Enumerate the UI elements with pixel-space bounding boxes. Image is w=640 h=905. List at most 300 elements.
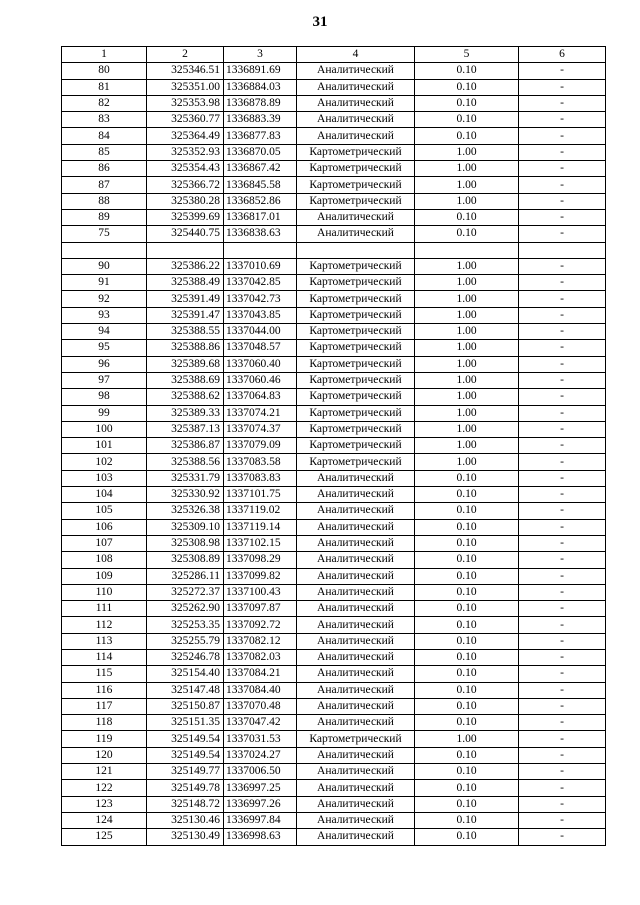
note-cell: -	[519, 747, 606, 763]
table-row	[62, 666, 606, 682]
table-row	[62, 405, 606, 421]
point-number-cell: 102	[62, 454, 147, 470]
table-row	[62, 519, 606, 535]
column-header: 6	[519, 47, 606, 63]
y-coordinate-cell: 1337006.50	[224, 764, 297, 780]
note-cell: -	[519, 568, 606, 584]
method-cell: Аналитический	[297, 95, 415, 111]
x-coordinate-cell: 325154.40	[147, 666, 224, 682]
y-coordinate-cell: 1336998.63	[224, 829, 297, 845]
y-coordinate-cell: 1336884.03	[224, 79, 297, 95]
method-cell: Картометрический	[297, 324, 415, 340]
method-cell: Картометрический	[297, 389, 415, 405]
accuracy-cell: 1.00	[415, 258, 519, 274]
method-cell: Аналитический	[297, 79, 415, 95]
accuracy-cell: 0.10	[415, 682, 519, 698]
x-coordinate-cell: 325388.62	[147, 389, 224, 405]
table-row	[62, 617, 606, 633]
x-coordinate-cell: 325286.11	[147, 568, 224, 584]
table-row	[62, 812, 606, 828]
note-cell: -	[519, 454, 606, 470]
note-cell: -	[519, 291, 606, 307]
table-row	[62, 487, 606, 503]
table-row	[62, 324, 606, 340]
x-coordinate-cell: 325380.28	[147, 193, 224, 209]
x-coordinate-cell: 325246.78	[147, 649, 224, 665]
accuracy-cell: 0.10	[415, 535, 519, 551]
method-cell: Картометрический	[297, 372, 415, 388]
y-coordinate-cell: 1337042.85	[224, 275, 297, 291]
accuracy-cell: 0.10	[415, 226, 519, 242]
accuracy-cell: 0.10	[415, 617, 519, 633]
table-row	[62, 372, 606, 388]
method-cell: Аналитический	[297, 63, 415, 79]
y-coordinate-cell: 1337097.87	[224, 601, 297, 617]
point-number-cell: 89	[62, 209, 147, 225]
point-number-cell: 95	[62, 340, 147, 356]
accuracy-cell: 0.10	[415, 63, 519, 79]
point-number-cell: 104	[62, 487, 147, 503]
table-row	[62, 421, 606, 437]
note-cell: -	[519, 552, 606, 568]
x-coordinate-cell: 325399.69	[147, 209, 224, 225]
method-cell: Аналитический	[297, 601, 415, 617]
note-cell: -	[519, 617, 606, 633]
accuracy-cell: 1.00	[415, 307, 519, 323]
point-number-cell: 97	[62, 372, 147, 388]
accuracy-cell: 1.00	[415, 454, 519, 470]
x-coordinate-cell: 325389.33	[147, 405, 224, 421]
accuracy-cell: 1.00	[415, 275, 519, 291]
y-coordinate-cell: 1337119.02	[224, 503, 297, 519]
note-cell: -	[519, 128, 606, 144]
x-coordinate-cell: 325149.77	[147, 764, 224, 780]
note-cell: -	[519, 421, 606, 437]
accuracy-cell: 1.00	[415, 291, 519, 307]
y-coordinate-cell: 1337100.43	[224, 584, 297, 600]
accuracy-cell: 0.10	[415, 601, 519, 617]
x-coordinate-cell: 325389.68	[147, 356, 224, 372]
point-number-cell: 83	[62, 112, 147, 128]
method-cell: Аналитический	[297, 128, 415, 144]
table-row	[62, 682, 606, 698]
point-number-cell: 108	[62, 552, 147, 568]
method-cell: Аналитический	[297, 764, 415, 780]
table-row	[62, 128, 606, 144]
table-row	[62, 764, 606, 780]
note-cell: -	[519, 209, 606, 225]
column-header: 4	[297, 47, 415, 63]
method-cell: Аналитический	[297, 519, 415, 535]
y-coordinate-cell: 1336997.26	[224, 796, 297, 812]
y-coordinate-cell: 1337083.83	[224, 470, 297, 486]
note-cell: -	[519, 503, 606, 519]
method-cell: Аналитический	[297, 470, 415, 486]
method-cell: Аналитический	[297, 209, 415, 225]
note-cell: -	[519, 764, 606, 780]
method-cell: Аналитический	[297, 715, 415, 731]
point-number-cell: 82	[62, 95, 147, 111]
accuracy-cell: 0.10	[415, 470, 519, 486]
point-number-cell: 87	[62, 177, 147, 193]
point-number-cell: 103	[62, 470, 147, 486]
point-number-cell: 96	[62, 356, 147, 372]
y-coordinate-cell: 1336870.05	[224, 144, 297, 160]
column-header: 1	[62, 47, 147, 63]
point-number-cell	[62, 242, 147, 258]
method-cell: Аналитический	[297, 584, 415, 600]
y-coordinate-cell: 1337060.40	[224, 356, 297, 372]
method-cell: Картометрический	[297, 356, 415, 372]
note-cell: -	[519, 470, 606, 486]
point-number-cell: 121	[62, 764, 147, 780]
table-row	[62, 193, 606, 209]
note-cell: -	[519, 780, 606, 796]
table-row	[62, 242, 606, 258]
method-cell: Картометрический	[297, 454, 415, 470]
point-number-cell: 90	[62, 258, 147, 274]
method-cell: Картометрический	[297, 438, 415, 454]
table-row	[62, 747, 606, 763]
note-cell: -	[519, 405, 606, 421]
method-cell: Аналитический	[297, 698, 415, 714]
y-coordinate-cell: 1336817.01	[224, 209, 297, 225]
method-cell: Аналитический	[297, 487, 415, 503]
table-row	[62, 340, 606, 356]
accuracy-cell: 1.00	[415, 177, 519, 193]
note-cell: -	[519, 682, 606, 698]
point-number-cell: 124	[62, 812, 147, 828]
accuracy-cell: 1.00	[415, 421, 519, 437]
y-coordinate-cell: 1337070.48	[224, 698, 297, 714]
note-cell: -	[519, 112, 606, 128]
note-cell: -	[519, 307, 606, 323]
note-cell: -	[519, 487, 606, 503]
x-coordinate-cell: 325388.55	[147, 324, 224, 340]
method-cell: Аналитический	[297, 552, 415, 568]
accuracy-cell: 0.10	[415, 796, 519, 812]
accuracy-cell: 0.10	[415, 209, 519, 225]
x-coordinate-cell: 325351.00	[147, 79, 224, 95]
accuracy-cell: 1.00	[415, 324, 519, 340]
method-cell: Аналитический	[297, 682, 415, 698]
note-cell: -	[519, 161, 606, 177]
y-coordinate-cell: 1336883.39	[224, 112, 297, 128]
method-cell: Аналитический	[297, 780, 415, 796]
method-cell: Аналитический	[297, 633, 415, 649]
table-row	[62, 258, 606, 274]
y-coordinate-cell: 1336867.42	[224, 161, 297, 177]
table-row	[62, 389, 606, 405]
accuracy-cell: 1.00	[415, 389, 519, 405]
x-coordinate-cell: 325386.22	[147, 258, 224, 274]
point-number-cell: 91	[62, 275, 147, 291]
accuracy-cell: 0.10	[415, 487, 519, 503]
y-coordinate-cell: 1336878.89	[224, 95, 297, 111]
method-cell: Картометрический	[297, 258, 415, 274]
coordinates-table	[61, 46, 606, 846]
page-number: 31	[312, 14, 328, 30]
point-number-cell: 123	[62, 796, 147, 812]
x-coordinate-cell: 325391.47	[147, 307, 224, 323]
accuracy-cell: 1.00	[415, 356, 519, 372]
x-coordinate-cell: 325149.54	[147, 731, 224, 747]
table-row	[62, 552, 606, 568]
table-row	[62, 63, 606, 79]
method-cell: Картометрический	[297, 177, 415, 193]
point-number-cell: 86	[62, 161, 147, 177]
x-coordinate-cell: 325272.37	[147, 584, 224, 600]
point-number-cell: 94	[62, 324, 147, 340]
x-coordinate-cell: 325387.13	[147, 421, 224, 437]
note-cell: -	[519, 601, 606, 617]
method-cell: Картометрический	[297, 291, 415, 307]
point-number-cell: 85	[62, 144, 147, 160]
note-cell	[519, 242, 606, 258]
x-coordinate-cell: 325331.79	[147, 470, 224, 486]
y-coordinate-cell	[224, 242, 297, 258]
x-coordinate-cell: 325130.46	[147, 812, 224, 828]
method-cell: Картометрический	[297, 405, 415, 421]
accuracy-cell: 1.00	[415, 193, 519, 209]
point-number-cell: 98	[62, 389, 147, 405]
method-cell: Картометрический	[297, 144, 415, 160]
y-coordinate-cell: 1337079.09	[224, 438, 297, 454]
y-coordinate-cell: 1337064.83	[224, 389, 297, 405]
method-cell: Картометрический	[297, 340, 415, 356]
y-coordinate-cell: 1336838.63	[224, 226, 297, 242]
note-cell: -	[519, 519, 606, 535]
table-row	[62, 503, 606, 519]
accuracy-cell: 0.10	[415, 764, 519, 780]
table-row	[62, 226, 606, 242]
y-coordinate-cell: 1337101.75	[224, 487, 297, 503]
table-row	[62, 470, 606, 486]
x-coordinate-cell: 325354.43	[147, 161, 224, 177]
y-coordinate-cell: 1337074.37	[224, 421, 297, 437]
y-coordinate-cell: 1337084.40	[224, 682, 297, 698]
point-number-cell: 107	[62, 535, 147, 551]
point-number-cell: 115	[62, 666, 147, 682]
accuracy-cell: 0.10	[415, 95, 519, 111]
note-cell: -	[519, 356, 606, 372]
point-number-cell: 105	[62, 503, 147, 519]
accuracy-cell: 0.10	[415, 649, 519, 665]
x-coordinate-cell: 325360.77	[147, 112, 224, 128]
column-header: 2	[147, 47, 224, 63]
x-coordinate-cell: 325346.51	[147, 63, 224, 79]
table-row	[62, 95, 606, 111]
x-coordinate-cell: 325326.38	[147, 503, 224, 519]
y-coordinate-cell: 1337044.00	[224, 324, 297, 340]
table-row	[62, 356, 606, 372]
point-number-cell: 84	[62, 128, 147, 144]
note-cell: -	[519, 812, 606, 828]
table-row	[62, 715, 606, 731]
y-coordinate-cell: 1336997.84	[224, 812, 297, 828]
note-cell: -	[519, 584, 606, 600]
point-number-cell: 113	[62, 633, 147, 649]
note-cell: -	[519, 340, 606, 356]
note-cell: -	[519, 226, 606, 242]
accuracy-cell: 1.00	[415, 144, 519, 160]
accuracy-cell: 0.10	[415, 552, 519, 568]
note-cell: -	[519, 275, 606, 291]
column-header: 5	[415, 47, 519, 63]
note-cell: -	[519, 324, 606, 340]
table-row	[62, 829, 606, 845]
x-coordinate-cell: 325308.98	[147, 535, 224, 551]
note-cell: -	[519, 177, 606, 193]
note-cell: -	[519, 535, 606, 551]
table-row	[62, 79, 606, 95]
method-cell	[297, 242, 415, 258]
y-coordinate-cell: 1337099.82	[224, 568, 297, 584]
table-row	[62, 633, 606, 649]
y-coordinate-cell: 1337082.12	[224, 633, 297, 649]
accuracy-cell: 0.10	[415, 747, 519, 763]
note-cell: -	[519, 829, 606, 845]
note-cell: -	[519, 731, 606, 747]
y-coordinate-cell: 1337048.57	[224, 340, 297, 356]
x-coordinate-cell: 325151.35	[147, 715, 224, 731]
table-row	[62, 307, 606, 323]
table-row	[62, 275, 606, 291]
x-coordinate-cell: 325149.54	[147, 747, 224, 763]
y-coordinate-cell: 1337043.85	[224, 307, 297, 323]
x-coordinate-cell: 325253.35	[147, 617, 224, 633]
x-coordinate-cell: 325352.93	[147, 144, 224, 160]
accuracy-cell: 0.10	[415, 715, 519, 731]
note-cell: -	[519, 666, 606, 682]
method-cell: Аналитический	[297, 568, 415, 584]
method-cell: Картометрический	[297, 421, 415, 437]
y-coordinate-cell: 1337031.53	[224, 731, 297, 747]
y-coordinate-cell: 1337102.15	[224, 535, 297, 551]
point-number-cell: 125	[62, 829, 147, 845]
point-number-cell: 116	[62, 682, 147, 698]
point-number-cell: 88	[62, 193, 147, 209]
method-cell: Аналитический	[297, 812, 415, 828]
y-coordinate-cell: 1336997.25	[224, 780, 297, 796]
y-coordinate-cell: 1337010.69	[224, 258, 297, 274]
note-cell: -	[519, 698, 606, 714]
x-coordinate-cell: 325149.78	[147, 780, 224, 796]
point-number-cell: 112	[62, 617, 147, 633]
x-coordinate-cell: 325386.87	[147, 438, 224, 454]
note-cell: -	[519, 258, 606, 274]
table-row	[62, 438, 606, 454]
accuracy-cell: 0.10	[415, 584, 519, 600]
accuracy-cell: 0.10	[415, 698, 519, 714]
note-cell: -	[519, 144, 606, 160]
accuracy-cell: 0.10	[415, 568, 519, 584]
y-coordinate-cell: 1336877.83	[224, 128, 297, 144]
table-row	[62, 698, 606, 714]
table-row	[62, 584, 606, 600]
column-header: 3	[224, 47, 297, 63]
x-coordinate-cell: 325366.72	[147, 177, 224, 193]
table-row	[62, 780, 606, 796]
x-coordinate-cell	[147, 242, 224, 258]
note-cell: -	[519, 649, 606, 665]
y-coordinate-cell: 1337047.42	[224, 715, 297, 731]
method-cell: Аналитический	[297, 747, 415, 763]
method-cell: Аналитический	[297, 666, 415, 682]
point-number-cell: 114	[62, 649, 147, 665]
point-number-cell: 80	[62, 63, 147, 79]
point-number-cell: 118	[62, 715, 147, 731]
accuracy-cell: 0.10	[415, 812, 519, 828]
table-row	[62, 731, 606, 747]
x-coordinate-cell: 325150.87	[147, 698, 224, 714]
y-coordinate-cell: 1337074.21	[224, 405, 297, 421]
method-cell: Аналитический	[297, 617, 415, 633]
point-number-cell: 110	[62, 584, 147, 600]
x-coordinate-cell: 325130.49	[147, 829, 224, 845]
point-number-cell: 122	[62, 780, 147, 796]
note-cell: -	[519, 372, 606, 388]
table-row	[62, 535, 606, 551]
x-coordinate-cell: 325309.10	[147, 519, 224, 535]
point-number-cell: 92	[62, 291, 147, 307]
x-coordinate-cell: 325147.48	[147, 682, 224, 698]
accuracy-cell: 1.00	[415, 372, 519, 388]
x-coordinate-cell: 325262.90	[147, 601, 224, 617]
accuracy-cell: 0.10	[415, 112, 519, 128]
method-cell: Аналитический	[297, 796, 415, 812]
method-cell: Картометрический	[297, 161, 415, 177]
note-cell: -	[519, 79, 606, 95]
x-coordinate-cell: 325308.89	[147, 552, 224, 568]
method-cell: Аналитический	[297, 112, 415, 128]
y-coordinate-cell: 1337098.29	[224, 552, 297, 568]
x-coordinate-cell: 325255.79	[147, 633, 224, 649]
y-coordinate-cell: 1336891.69	[224, 63, 297, 79]
y-coordinate-cell: 1337024.27	[224, 747, 297, 763]
point-number-cell: 100	[62, 421, 147, 437]
point-number-cell: 101	[62, 438, 147, 454]
table-row	[62, 454, 606, 470]
accuracy-cell: 1.00	[415, 405, 519, 421]
y-coordinate-cell: 1336845.58	[224, 177, 297, 193]
table-row	[62, 209, 606, 225]
note-cell: -	[519, 438, 606, 454]
x-coordinate-cell: 325388.56	[147, 454, 224, 470]
point-number-cell: 99	[62, 405, 147, 421]
table-row	[62, 161, 606, 177]
point-number-cell: 93	[62, 307, 147, 323]
x-coordinate-cell: 325391.49	[147, 291, 224, 307]
method-cell: Аналитический	[297, 649, 415, 665]
accuracy-cell: 0.10	[415, 128, 519, 144]
y-coordinate-cell: 1337084.21	[224, 666, 297, 682]
accuracy-cell: 0.10	[415, 780, 519, 796]
accuracy-cell: 1.00	[415, 340, 519, 356]
y-coordinate-cell: 1337092.72	[224, 617, 297, 633]
x-coordinate-cell: 325388.69	[147, 372, 224, 388]
y-coordinate-cell: 1336852.86	[224, 193, 297, 209]
y-coordinate-cell: 1337119.14	[224, 519, 297, 535]
table-row	[62, 796, 606, 812]
y-coordinate-cell: 1337060.46	[224, 372, 297, 388]
note-cell: -	[519, 193, 606, 209]
point-number-cell: 81	[62, 79, 147, 95]
point-number-cell: 106	[62, 519, 147, 535]
table-row	[62, 112, 606, 128]
accuracy-cell: 0.10	[415, 79, 519, 95]
accuracy-cell: 0.10	[415, 503, 519, 519]
